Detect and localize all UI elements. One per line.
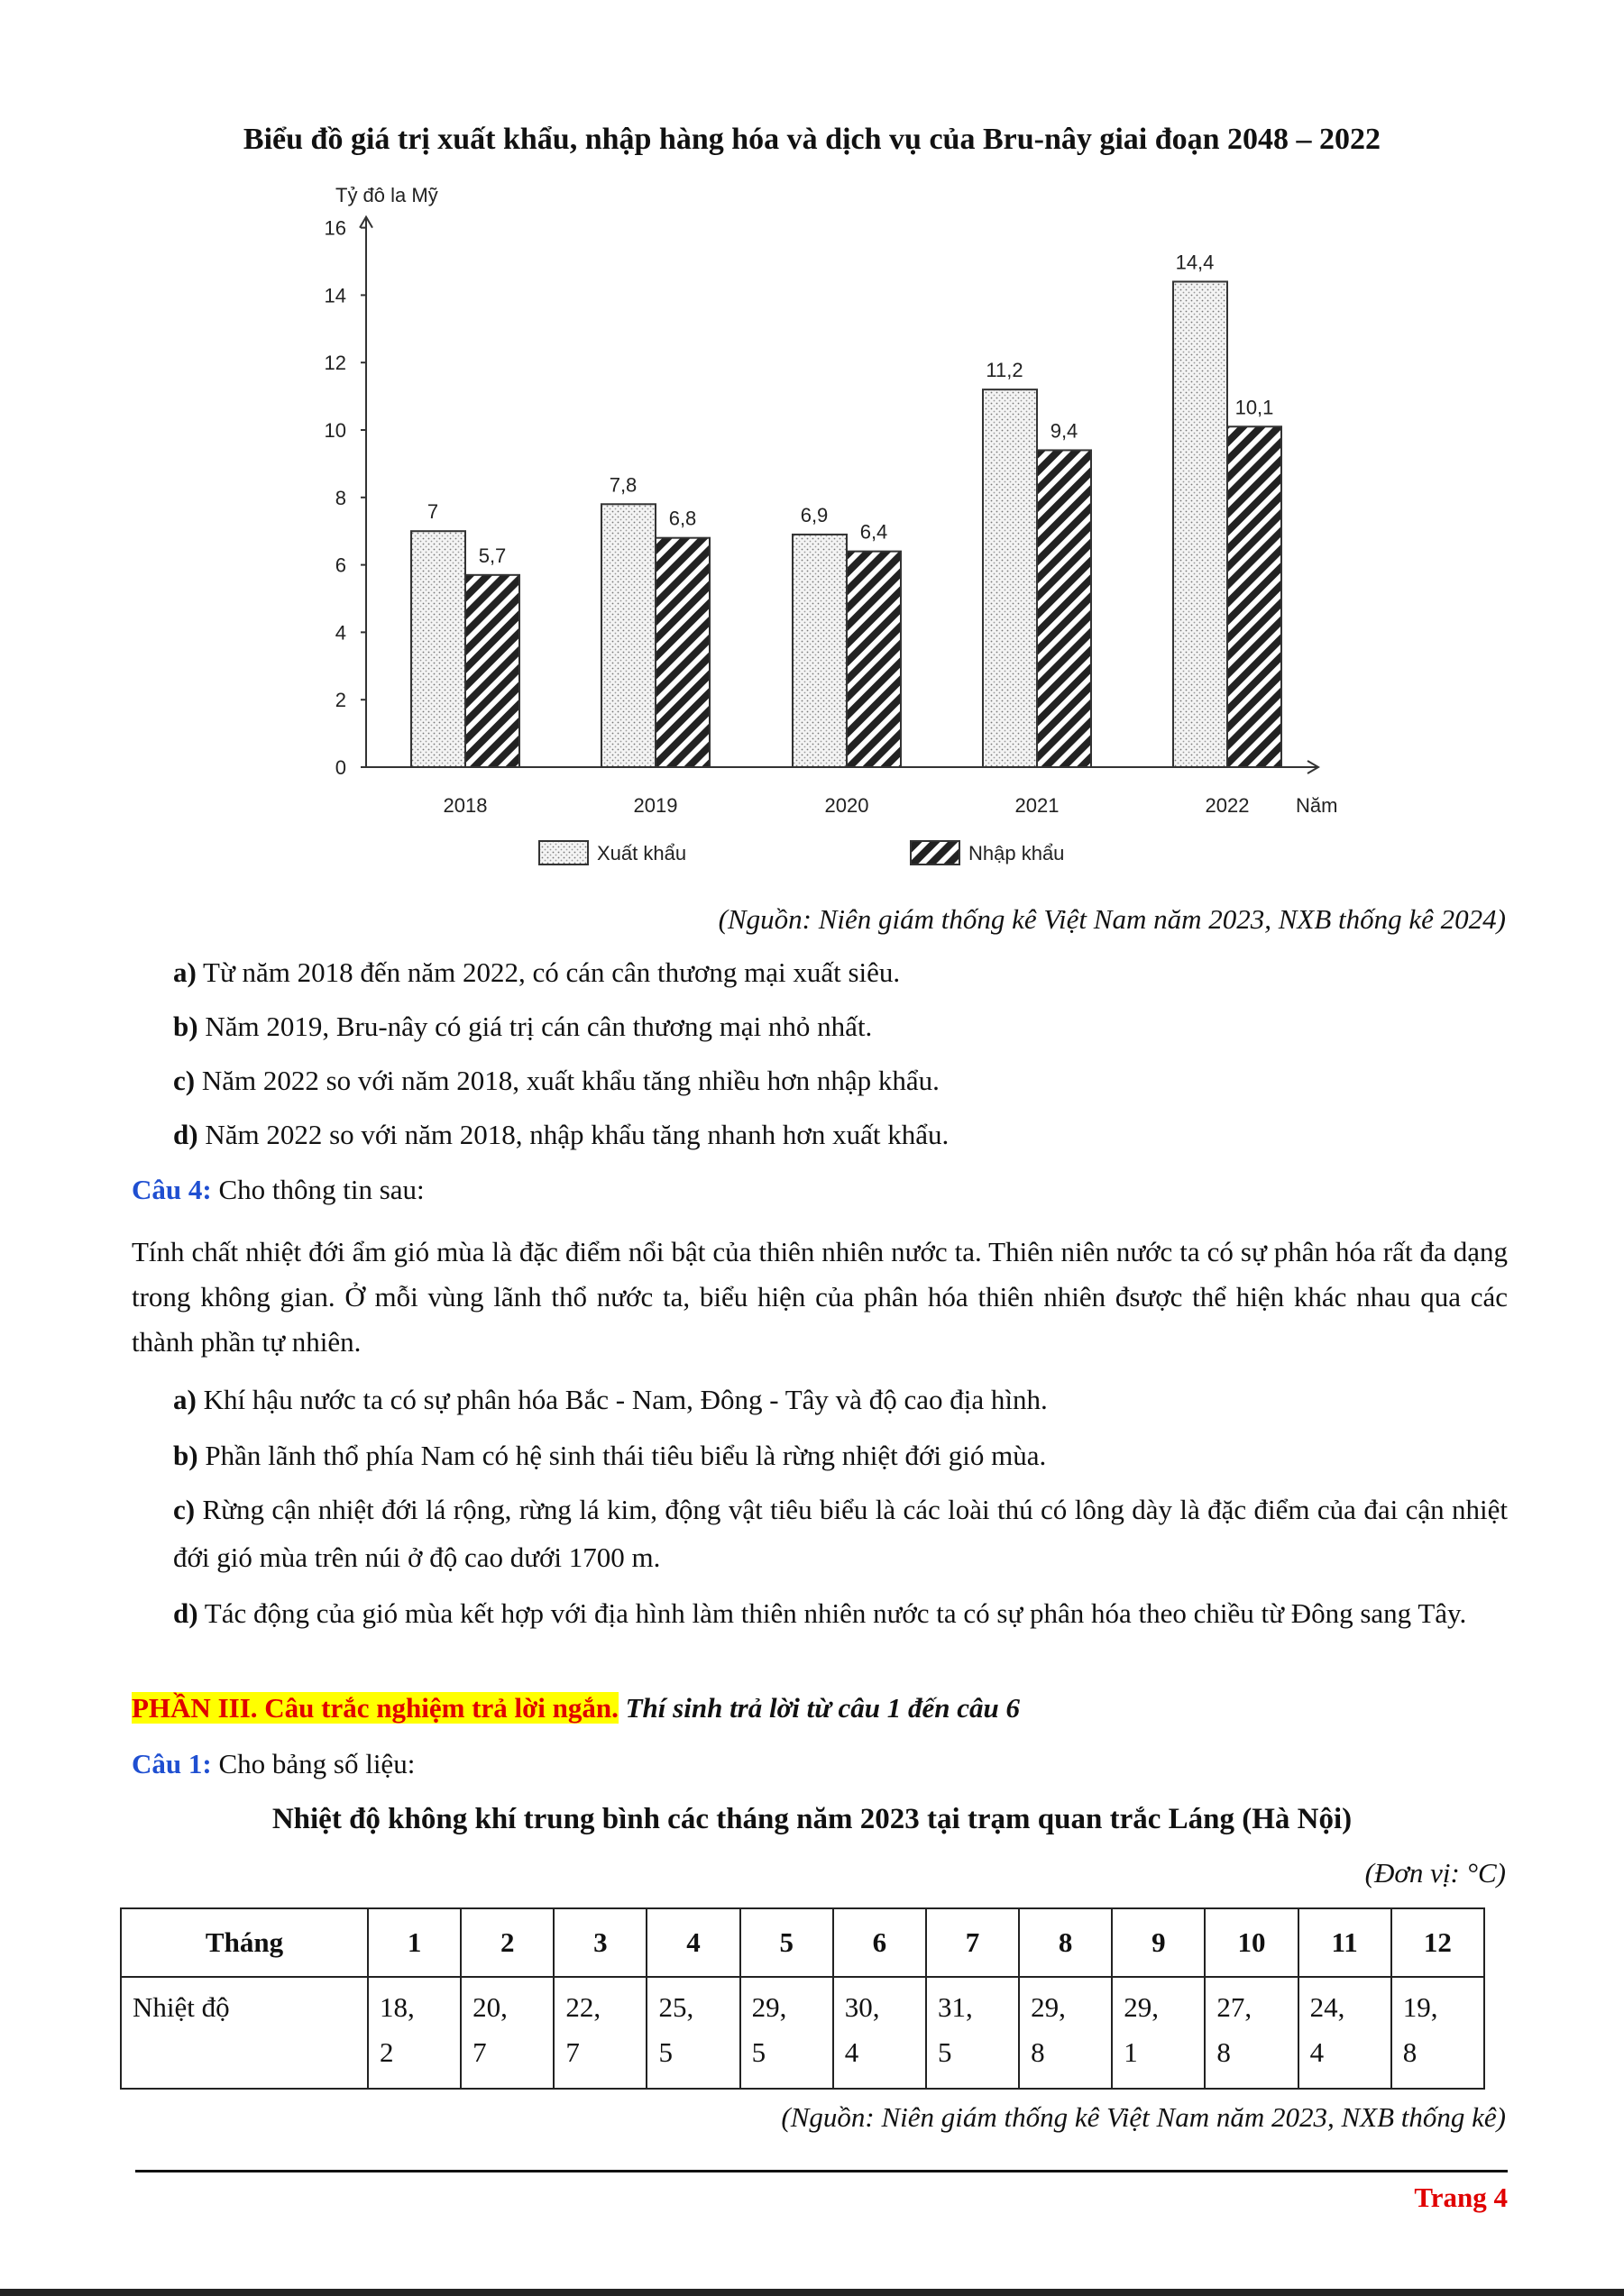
- import-bar: [847, 552, 901, 767]
- y-tick-label: 4: [335, 621, 346, 645]
- value-part: 29,: [751, 1991, 787, 2023]
- y-tick-label: 6: [335, 553, 346, 577]
- data-label: 7,8: [609, 473, 638, 497]
- month-header: 7: [926, 1908, 1019, 1977]
- temperature-cell: [1019, 1977, 1112, 2089]
- value-part: 1: [1124, 2036, 1138, 2068]
- x-axis-label: Năm: [1296, 794, 1338, 817]
- value-part: 5: [658, 2036, 673, 2068]
- temperature-cell: [926, 1977, 1019, 2089]
- option-label: d): [173, 1119, 198, 1150]
- option-text: Năm 2022 so với năm 2018, nhập khẩu tăng nhanh hơn xuất khẩu.: [197, 1119, 950, 1150]
- import-bar: [465, 575, 519, 767]
- legend-label-export: Xuất khẩu: [597, 842, 687, 864]
- export-bar: [983, 389, 1037, 767]
- month-header: 1: [368, 1908, 461, 1977]
- option-text: Khí hậu nước ta có sự phân hóa Bắc - Nam, Đông - Tây và độ cao địa hình.: [196, 1384, 1048, 1415]
- answer-option: [173, 1486, 1508, 1581]
- y-tick-label: 12: [324, 352, 346, 375]
- option-text: Từ năm 2018 đến năm 2022, có cán cân thương mại xuất siêu.: [196, 956, 901, 988]
- temperature-cell: [1298, 1977, 1391, 2089]
- option-label: b): [173, 1440, 198, 1471]
- chart-title: Biểu đồ giá trị xuất khẩu, nhập hàng hóa và dịch vụ của Bru-nây giai đoạn 2048 – 2022: [243, 123, 1381, 156]
- temperature-cell: [461, 1977, 554, 2089]
- question-label: Câu 4:: [132, 1174, 212, 1205]
- question-prompt: Cho bảng số liệu:: [211, 1748, 416, 1779]
- table-title: Nhiệt độ không khí trung bình các tháng năm 2023 tại trạm quan trắc Láng (Hà Nội): [271, 1803, 1353, 1835]
- option-text: Năm 2022 so với năm 2018, xuất khẩu tăng nhiều hơn nhập khẩu.: [195, 1065, 940, 1096]
- data-label: 9,4: [1050, 419, 1078, 443]
- temperature-cell: [647, 1977, 739, 2089]
- value-part: 4: [844, 2036, 859, 2068]
- question-4-heading: [132, 1174, 425, 1206]
- temperature-cell: [1391, 1977, 1484, 2089]
- value-part: 19,: [1402, 1991, 1438, 2023]
- data-label: 11,2: [986, 359, 1023, 382]
- value-part: 31,: [937, 1991, 973, 2023]
- value-part: 29,: [1124, 1991, 1159, 2023]
- question-label: Câu 1:: [132, 1748, 212, 1779]
- value-part: 24,: [1309, 1991, 1345, 2023]
- option-label: a): [173, 956, 197, 988]
- y-tick-label: 16: [324, 216, 346, 240]
- answer-option: [173, 1002, 1508, 1050]
- answer-option: [173, 948, 1508, 996]
- x-tick-label: 2021: [1014, 794, 1060, 817]
- chart-source: (Nguồn: Niên giám thống kê Việt Nam năm 2023, NXB thống kê 2024): [718, 903, 1506, 935]
- legend-swatch-export: [539, 841, 588, 864]
- value-part: 25,: [658, 1991, 694, 2023]
- part-instruction: Thí sinh trả lời từ câu 1 đến câu 6: [618, 1692, 1021, 1724]
- y-tick-label: 2: [335, 689, 346, 712]
- value-part: 5: [937, 2036, 952, 2068]
- row-label: Nhiệt độ: [121, 1977, 368, 2089]
- data-label: 6,9: [800, 503, 829, 526]
- table-row: [121, 1977, 1484, 2089]
- option-label: a): [173, 1384, 197, 1415]
- temperature-cell: [740, 1977, 833, 2089]
- answer-option: [173, 1376, 1508, 1423]
- value-part: 8: [1402, 2036, 1418, 2068]
- month-header: 9: [1112, 1908, 1205, 1977]
- bottom-edge: [0, 2289, 1624, 2296]
- month-header: 2: [461, 1908, 554, 1977]
- data-label: 7: [427, 500, 439, 524]
- header-label: Tháng: [121, 1908, 368, 1977]
- question-4-paragraph: Tính chất nhiệt đới ẩm gió mùa là đặc điểm nổi bật của thiên nhiên nước ta. Thiên niên nước ta có sự phân hóa rất đa dạng trong không gian. Ở mỗi vùng lãnh thổ nước ta, biểu hiện của phân hóa thiên nhiên đsược thể hiện khác nhau qua các thành phần tự nhiên.: [132, 1236, 1508, 1358]
- question-prompt: Cho thông tin sau:: [211, 1174, 425, 1205]
- value-part: 5: [751, 2036, 766, 2068]
- table-header-row: [121, 1908, 1484, 1977]
- part-heading: PHẦN III. Câu trắc nghiệm trả lời ngắn.: [132, 1692, 619, 1724]
- export-bar: [1173, 281, 1227, 767]
- export-bar: [601, 504, 656, 767]
- month-header: 12: [1391, 1908, 1484, 1977]
- data-label: 14,4: [1175, 251, 1215, 274]
- month-header: 4: [647, 1908, 739, 1977]
- answer-option: [173, 1589, 1508, 1637]
- month-header: 11: [1298, 1908, 1391, 1977]
- export-bar: [793, 535, 847, 767]
- legend-label-import: Nhập khẩu: [968, 842, 1065, 864]
- x-tick-label: 2020: [824, 794, 869, 817]
- bar-chart: [271, 180, 1398, 901]
- x-tick-label: 2018: [443, 794, 488, 817]
- x-tick-label: 2019: [633, 794, 678, 817]
- value-part: 4: [1309, 2036, 1325, 2068]
- y-tick-label: 10: [324, 419, 346, 442]
- answer-option: [173, 1111, 1508, 1158]
- table-unit: (Đơn vị: °C): [1364, 1857, 1506, 1889]
- value-part: 27,: [1216, 1991, 1252, 2023]
- temperature-table: [120, 1907, 1485, 2090]
- option-text: Năm 2019, Bru-nây có giá trị cán cân thương mại nhỏ nhất.: [197, 1011, 873, 1042]
- answer-option: [173, 1057, 1508, 1104]
- month-header: 8: [1019, 1908, 1112, 1977]
- value-part: 7: [473, 2036, 487, 2068]
- part-3-heading: [132, 1692, 1020, 1724]
- import-bar: [656, 538, 710, 767]
- month-header: 10: [1205, 1908, 1298, 1977]
- temperature-cell: [368, 1977, 461, 2089]
- temperature-cell: [1205, 1977, 1298, 2089]
- data-label: 10,1: [1234, 396, 1274, 419]
- option-label: c): [173, 1494, 196, 1525]
- option-label: d): [173, 1597, 198, 1629]
- value-part: 18,: [380, 1991, 415, 2023]
- legend-swatch-import: [911, 841, 959, 864]
- data-label: 5,7: [478, 544, 507, 567]
- month-header: 3: [554, 1908, 647, 1977]
- temperature-cell: [1112, 1977, 1205, 2089]
- y-tick-label: 0: [335, 756, 346, 779]
- table-source: (Nguồn: Niên giám thống kê Việt Nam năm 2023, NXB thống kê): [781, 2101, 1506, 2133]
- option-text: Phần lãnh thổ phía Nam có hệ sinh thái tiêu biểu là rừng nhiệt đới gió mùa.: [197, 1440, 1047, 1471]
- y-tick-label: 8: [335, 486, 346, 509]
- option-text: Tác động của gió mùa kết hợp với địa hình làm thiên nhiên nước ta có sự phân hóa theo chiều từ Đông sang Tây.: [197, 1597, 1467, 1629]
- data-label: 6,8: [668, 507, 697, 530]
- option-label: b): [173, 1011, 198, 1042]
- temperature-cell: [833, 1977, 926, 2089]
- value-part: 30,: [844, 1991, 880, 2023]
- option-text: Rừng cận nhiệt đới lá rộng, rừng lá kim, động vật tiêu biểu là các loài thú có lông dày là đặc điểm của đai cận nhiệt đới gió mùa trên núi ở độ cao dưới 1700 m.: [173, 1494, 1508, 1573]
- answer-option: [173, 1432, 1508, 1479]
- month-header: 5: [740, 1908, 833, 1977]
- import-bar: [1037, 450, 1091, 767]
- value-part: 29,: [1031, 1991, 1066, 2023]
- export-bar: [411, 531, 465, 767]
- value-part: 8: [1031, 2036, 1045, 2068]
- y-axis-label: Tỷ đô la Mỹ: [335, 184, 438, 206]
- page-number: Trang 4: [1414, 2182, 1508, 2213]
- y-tick-label: 14: [324, 284, 346, 307]
- import-bar: [1227, 426, 1281, 767]
- x-tick-label: 2022: [1205, 794, 1250, 817]
- value-part: 20,: [473, 1991, 508, 2023]
- month-header: 6: [833, 1908, 926, 1977]
- data-label: 6,4: [859, 520, 888, 544]
- temperature-cell: [554, 1977, 647, 2089]
- value-part: 8: [1216, 2036, 1231, 2068]
- value-part: 2: [380, 2036, 394, 2068]
- value-part: 7: [565, 2036, 580, 2068]
- value-part: 22,: [565, 1991, 601, 2023]
- option-label: c): [173, 1065, 196, 1096]
- footer-divider: [135, 2170, 1508, 2173]
- question-1-heading: [132, 1748, 415, 1780]
